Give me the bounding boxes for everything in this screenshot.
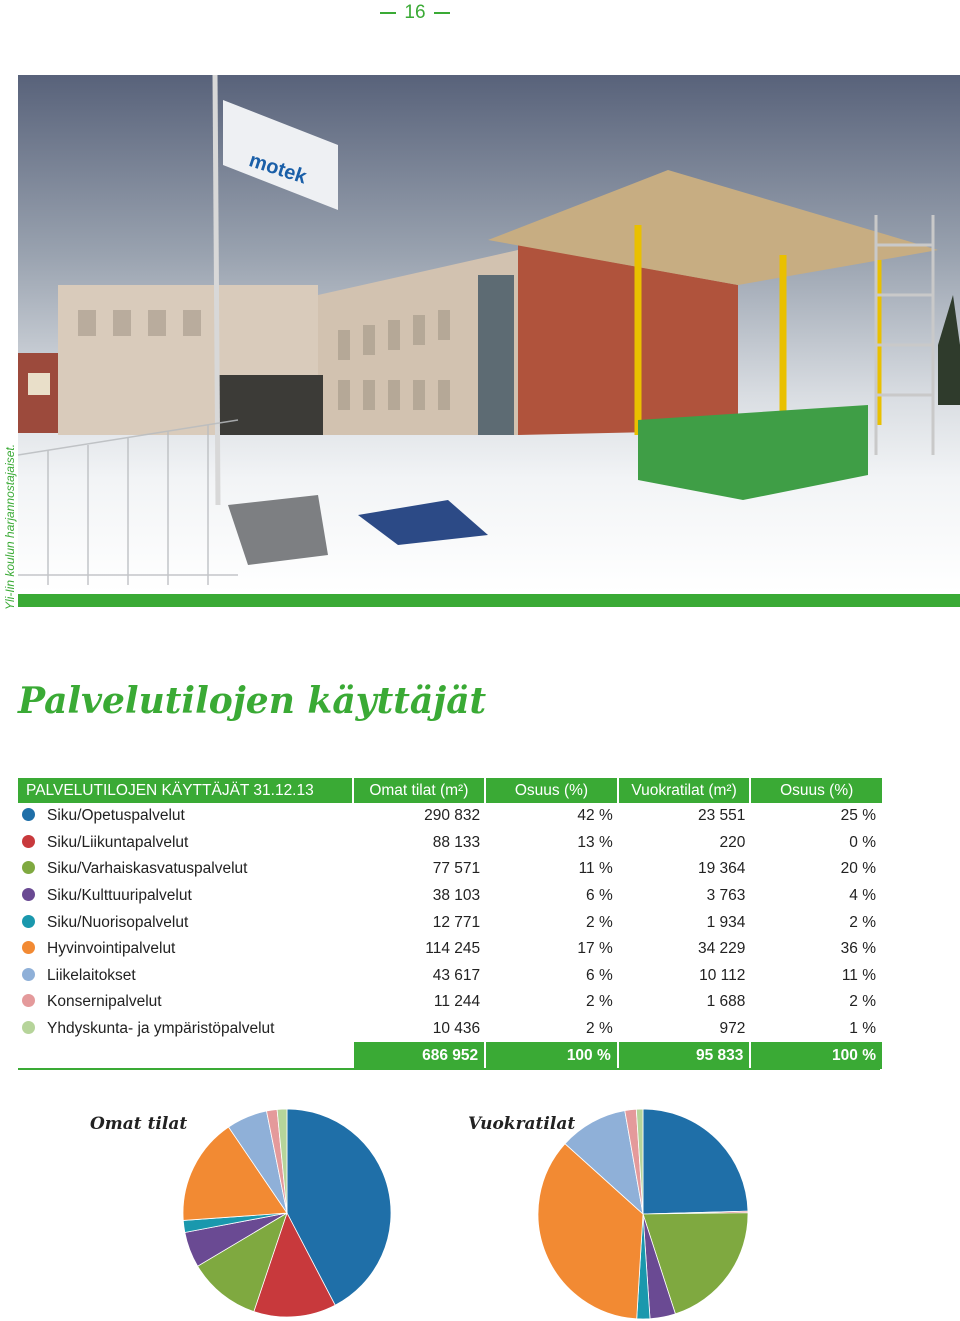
photo-caption: Yli-Iin koulun harjannostajaiset. xyxy=(3,443,17,610)
construction-site-photo xyxy=(18,75,960,593)
pie-chart-vuokra xyxy=(537,1108,749,1320)
row-own-area: 88 133 xyxy=(432,833,481,851)
row-own-area: 77 571 xyxy=(432,860,481,878)
row-label: Konsernipalvelut xyxy=(47,993,162,1011)
page-number-dash-left xyxy=(380,12,396,14)
table-header-row xyxy=(18,778,882,803)
legend-dot xyxy=(22,835,35,848)
section-heading: Palvelutilojen käyttäjät xyxy=(18,680,487,722)
table-bottom-rule xyxy=(18,1068,880,1070)
table-row xyxy=(18,856,882,883)
legend-dot xyxy=(22,968,35,981)
row-own-area: 10 436 xyxy=(432,1020,481,1038)
row-name xyxy=(18,909,354,936)
table-row xyxy=(18,989,882,1016)
header-category: PALVELUTILOJEN KÄYTTÄJÄT 31.12.13 xyxy=(18,778,354,803)
green-container xyxy=(638,405,868,500)
entrance xyxy=(218,375,323,435)
row-own-share: 17 % xyxy=(577,940,613,958)
table-total-row xyxy=(18,1042,882,1069)
pie-chart-omat xyxy=(182,1108,392,1318)
legend-dot xyxy=(22,915,35,928)
pie-title-omat: Omat tilat xyxy=(90,1114,188,1134)
flagpole xyxy=(215,75,218,505)
row-own-share: 2 % xyxy=(586,1020,613,1038)
row-rent-area: 1 934 xyxy=(706,913,746,931)
row-rent-share: 1 % xyxy=(849,1020,876,1038)
row-label: Siku/Opetuspalvelut xyxy=(47,807,185,825)
header-own-area: Omat tilat (m²) xyxy=(354,778,487,803)
row-label: Liikelaitokset xyxy=(47,966,136,984)
row-label: Hyvinvointipalvelut xyxy=(47,940,176,958)
row-label: Siku/Liikuntapalvelut xyxy=(47,833,189,851)
row-rent-share: 25 % xyxy=(840,807,876,825)
photo-illustration xyxy=(18,75,960,593)
row-name xyxy=(18,936,354,963)
row-label: Yhdyskunta- ja ympäristöpalvelut xyxy=(47,1020,275,1038)
row-rent-area: 1 688 xyxy=(706,993,746,1011)
header-rent-area: Vuokratilat (m²) xyxy=(619,778,752,803)
table-body xyxy=(18,803,882,1042)
total-own-share: 100 % xyxy=(486,1042,619,1069)
glass-facade xyxy=(478,275,514,435)
table-row xyxy=(18,909,882,936)
row-rent-area: 972 xyxy=(719,1020,746,1038)
table-row xyxy=(18,1016,882,1043)
flag-text: motek xyxy=(246,149,310,189)
row-rent-area: 19 364 xyxy=(697,860,746,878)
grey-tarp xyxy=(228,495,328,565)
total-label-cell xyxy=(18,1042,354,1069)
total-rent: 95 833 xyxy=(619,1042,752,1069)
page-number-text: 16 xyxy=(404,2,426,23)
legend-dot xyxy=(22,808,35,821)
row-rent-share: 2 % xyxy=(849,913,876,931)
row-rent-area: 10 112 xyxy=(699,966,746,984)
row-own-area: 11 244 xyxy=(433,993,481,1011)
row-own-area: 43 617 xyxy=(432,966,481,984)
table-row xyxy=(18,803,882,830)
row-rent-share: 20 % xyxy=(840,860,876,878)
legend-dot xyxy=(22,888,35,901)
page-number xyxy=(0,2,830,24)
header-rent-share: Osuus (%) xyxy=(751,778,882,803)
total-own: 686 952 xyxy=(354,1042,487,1069)
table-row xyxy=(18,830,882,857)
pie-title-vuokra: Vuokratilat xyxy=(468,1114,576,1134)
legend-dot xyxy=(22,994,35,1007)
row-rent-share: 4 % xyxy=(849,887,876,905)
row-rent-area: 34 229 xyxy=(697,940,746,958)
header-own-share: Osuus (%) xyxy=(486,778,619,803)
row-own-share: 2 % xyxy=(586,993,613,1011)
row-own-share: 42 % xyxy=(577,807,613,825)
row-rent-share: 11 % xyxy=(841,966,876,984)
row-label: Siku/Varhaiskasvatuspalvelut xyxy=(47,860,248,878)
table-row xyxy=(18,936,882,963)
blue-tarp xyxy=(358,500,488,545)
row-own-area: 114 245 xyxy=(425,940,481,958)
row-rent-area: 3 763 xyxy=(706,887,746,905)
row-name xyxy=(18,963,354,990)
pie-slice-1 xyxy=(643,1109,748,1214)
row-own-share: 6 % xyxy=(586,966,613,984)
row-rent-share: 36 % xyxy=(840,940,876,958)
row-own-share: 2 % xyxy=(586,913,613,931)
usage-table xyxy=(18,778,882,1069)
row-own-area: 12 771 xyxy=(432,913,481,931)
total-rent-share: 100 % xyxy=(751,1042,882,1069)
row-name xyxy=(18,989,354,1016)
page-number-dash-right xyxy=(434,12,450,14)
row-name xyxy=(18,830,354,857)
row-name xyxy=(18,1016,354,1043)
row-name xyxy=(18,883,354,910)
legend-dot xyxy=(22,861,35,874)
row-own-share: 13 % xyxy=(577,833,613,851)
flag xyxy=(223,100,338,210)
row-rent-area: 23 551 xyxy=(697,807,746,825)
row-name xyxy=(18,803,354,830)
legend-dot xyxy=(22,941,35,954)
row-label: Siku/Kulttuuripalvelut xyxy=(47,887,192,905)
table-row xyxy=(18,963,882,990)
legend-dot xyxy=(22,1021,35,1034)
row-own-share: 6 % xyxy=(586,887,613,905)
photo-green-stripe xyxy=(18,594,960,607)
row-label: Siku/Nuorisopalvelut xyxy=(47,913,189,931)
row-own-area: 38 103 xyxy=(432,887,481,905)
row-rent-share: 0 % xyxy=(849,833,876,851)
row-name xyxy=(18,856,354,883)
table-row xyxy=(18,883,882,910)
row-own-share: 11 % xyxy=(578,860,613,878)
row-own-area: 290 832 xyxy=(424,807,481,825)
row-rent-area: 220 xyxy=(719,833,746,851)
row-rent-share: 2 % xyxy=(849,993,876,1011)
